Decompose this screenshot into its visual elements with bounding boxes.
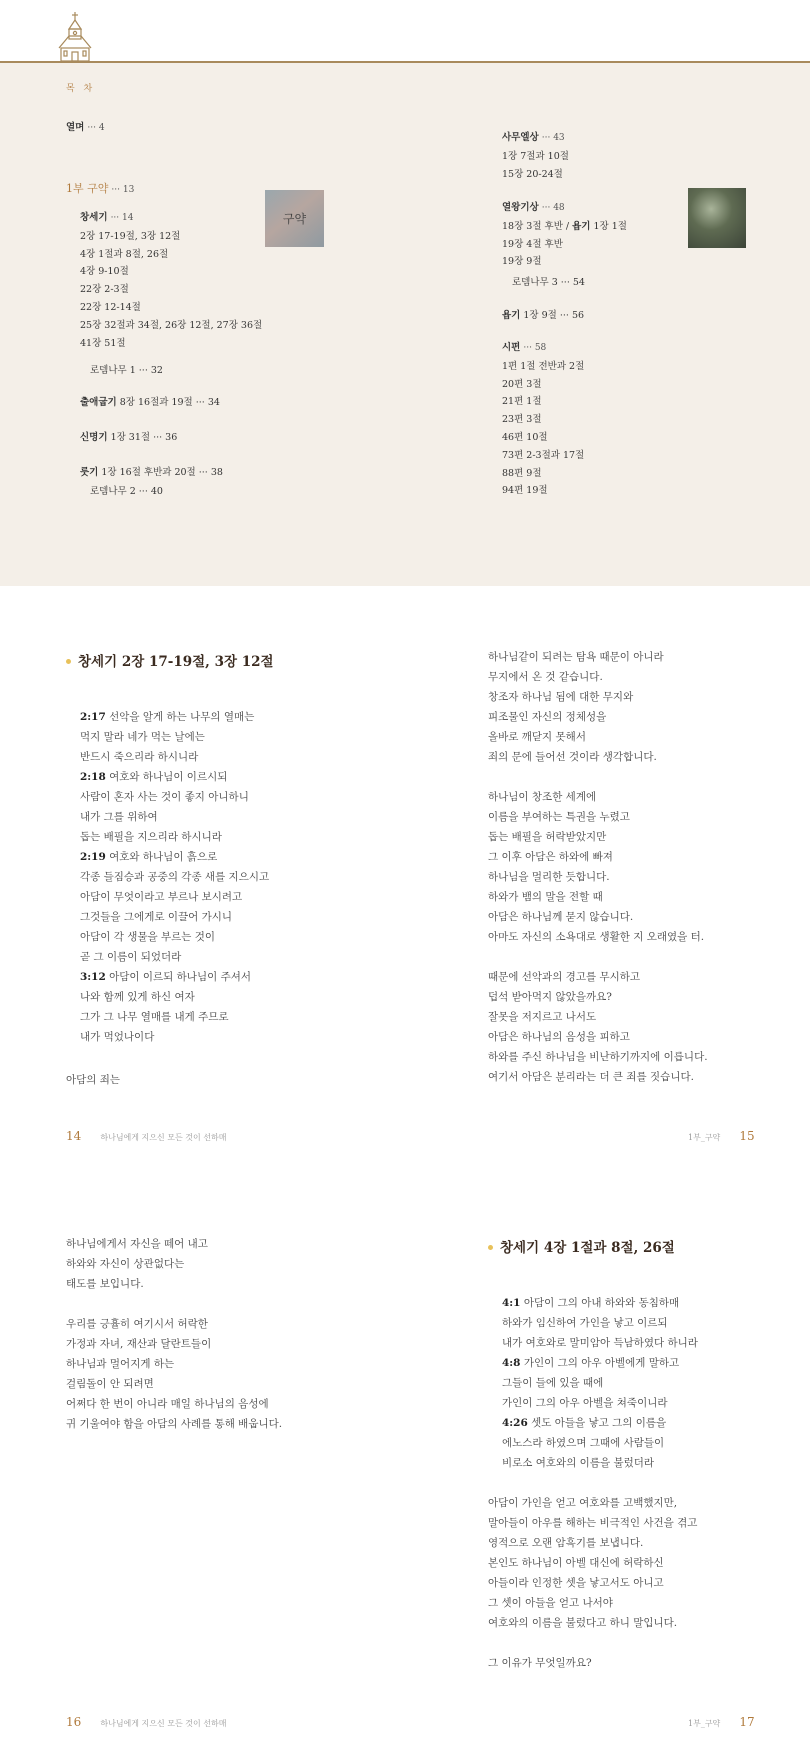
verse-line: 2:19 여호와 하나님이 흙으로 [80, 851, 218, 863]
toc-line: 46편 10절 [502, 431, 548, 443]
page14-closing: 아담의 죄는 [66, 1074, 121, 1086]
page15-body: 하나님같이 되려는 탐욕 때문이 아니라 무지에서 온 것 같습니다. 창조자 하나님 됨에 대한 무지와 피조물인 자신의 정체성을 올바로 깨닫지 못해서 죄의 문에 들어선 것이라 생각합니다. 하나님이 창조한 세계에 이름을 부여하는 특권을 누렸고 돕는 배필을 허락받았지만 그 이후 아담은 하와에 빠져 하나님을 멀리한 듯합니다. 하와가 뱀의 말을 전할 때 아담은 하나님께 묻지 않습니다. 아마도 자신의 소욕대로 생활한 지 오래였을 터. 때문에 선악과의 경고를 무시하고 덥석 받아먹지 않았을까요? 잘못을 저지르고 나서도 아담은 하나님의 음성을 피하고 하와를 주신 하나님을 비난하기까지에 이릅니다. 여기서 아담은 분리라는 더 큰 죄를 짓습니다. [488, 651, 708, 1083]
toc-line: 73편 2-3절과 17절 [502, 449, 585, 461]
verse-line: 에노스라 하였으며 그때에 사람들이 [502, 1437, 665, 1449]
toc-line: 4장 9-10절 [80, 266, 129, 278]
page16-body: 하나님에게서 자신을 떼어 내고 하와와 자신이 상관없다는 태도를 보입니다. 우리를 긍휼히 여기시서 허락한 가정과 자녀, 재산과 달란트들이 하나님과 멀어지게 하는 걸림돌이 안 되려면 어쩌다 한 번이 아니라 매일 하나님의 음성에 귀 기울여야 함을 아담의 사례를 통해 배웁니다. [66, 1238, 283, 1430]
toc-intro[interactable]: 열며 ··· 4 [66, 122, 105, 133]
church-icon [58, 12, 92, 62]
toc-line: 94편 19절 [502, 485, 548, 497]
toc-line: 1장 7절과 10절 [502, 150, 569, 162]
verse-line: 내가 먹었나이다 [80, 1031, 155, 1043]
verse-line: 나와 함께 있게 하신 여자 [80, 991, 195, 1003]
verse-line: 비로소 여호와의 이름을 불렀더라 [502, 1457, 655, 1469]
tree-photo-thumbnail [688, 188, 746, 248]
toc-entry-genesis[interactable]: 창세기 ··· 14 2장 17-19절, 3장 12절 4장 1절과 8절, 26절 4장 9-10절 22장 2-3절 22장 12-14절 25장 32절과 34절, 26장 12절, 27장 36절 41장 51절 [80, 209, 262, 352]
toc-extra-rotem3[interactable]: 로뎀나무 3 ··· 54 [512, 277, 585, 288]
verse-line: 3:12 아담이 이르되 하나님이 주셔서 [80, 971, 252, 983]
page17-folio: 1부_구약 17 [688, 1715, 755, 1729]
toc-entry-psalms[interactable]: 시편 ··· 58 1편 1절 전반과 2절 20편 3절 21편 1절 23편 3절 46편 10절 73편 2-3절과 17절 88편 9절 94편 19절 [502, 339, 584, 500]
verse-line: 2:18 여호와 하나님이 이르시되 [80, 771, 228, 783]
page14-heading: 창세기 2장 17-19절, 3장 12절 [66, 650, 274, 670]
toc-line: 15장 20-24절 [502, 168, 563, 180]
verse-line: 가인이 그의 아우 아벨을 쳐죽이니라 [502, 1397, 668, 1409]
toc-line: 2장 17-19절, 3장 12절 [80, 230, 181, 242]
toc-label: 목 차 [66, 84, 96, 94]
toc-line: 25장 32절과 34절, 26장 12절, 27장 36절 [80, 319, 263, 331]
toc-line: 19장 9절 [502, 256, 542, 268]
page15-folio: 1부_구약 15 [688, 1129, 755, 1143]
toc-entry-exodus[interactable]: 출애굽기 8장 16절과 19절 ··· 34 [80, 397, 220, 408]
verse-line: 먹지 말라 네가 먹는 날에는 [80, 731, 205, 743]
verse-line: 하와가 임신하여 가인을 낳고 이르되 [502, 1317, 668, 1329]
verse-line: 4:26 셋도 아들을 낳고 그의 이름을 [502, 1417, 667, 1429]
toc-line: 4장 1절과 8절, 26절 [80, 248, 169, 260]
verse-line: 각종 들짐승과 공중의 각종 새를 지으시고 [80, 871, 270, 883]
toc-line: 41장 51절 [80, 337, 126, 349]
toc-entry-ruth[interactable]: 룻기 1장 16절 후반과 20절 ··· 38 [80, 467, 223, 478]
page17-body: 아담이 가인을 얻고 여호와를 고백했지만, 말아들이 아우를 해하는 비극적인 사건을 겪고 영적으로 오랜 암흑기를 보냅니다. 본인도 하나님이 아벨 대신에 허락하신 아들이라 인정한 셋을 낳고서도 아니고 그 셋이 아들을 얻고 나서야 여호와의 이름을 불렀다고 하니 말입니다. 그 이유가 무엇일까요? [488, 1497, 698, 1669]
toc-entry-1samuel[interactable]: 사무엘상 ··· 43 1장 7절과 10절 15장 20-24절 [502, 129, 569, 183]
old-testament-thumbnail [265, 190, 324, 247]
verse-line: 그가 그 나무 열매를 내게 주므로 [80, 1011, 229, 1023]
toc-line: 19장 4절 후반 [502, 238, 563, 250]
verse-line: 2:17 선악을 알게 하는 나무의 열매는 [80, 711, 255, 723]
verse-line: 돕는 배필을 지으리라 하시니라 [80, 831, 222, 843]
toc-entry-deuteronomy[interactable]: 신명기 1장 31절 ··· 36 [80, 432, 178, 443]
bullet-dot-icon [66, 659, 71, 664]
toc-entry-1kings[interactable]: 열왕기상 ··· 48 18장 3절 후반 / 욥기 1장 1절 19장 4절 후반 19장 9절 [502, 199, 627, 271]
verse-line: 그것들을 그에게로 이끌어 가시니 [80, 911, 233, 923]
toc-line: 20편 3절 [502, 378, 542, 390]
verse-line: 반드시 죽으리라 하시니라 [80, 751, 199, 763]
toc-line: 22장 12-14절 [80, 301, 141, 313]
page14-verses [80, 707, 269, 1047]
toc-line: 88편 9절 [502, 467, 542, 479]
verse-line: 4:8 가인이 그의 아우 아벨에게 말하고 [502, 1357, 680, 1369]
verse-line: 내가 여호와로 말미암아 득남하였다 하니라 [502, 1337, 698, 1349]
page16-folio: 16 하나님에게 지으신 모든 것이 선하매 [66, 1715, 227, 1729]
toc-entry-job[interactable]: 욥기 1장 9절 ··· 56 [502, 310, 585, 321]
verse-line: 곧 그 이름이 되었더라 [80, 951, 182, 963]
toc-line: 21편 1절 [502, 396, 542, 408]
toc-extra-rotem1[interactable]: 로뎀나무 1 ··· 32 [90, 365, 163, 376]
thumbnail-label: 구약 [282, 212, 307, 226]
page17-heading: 창세기 4장 1절과 8절, 26절 [488, 1236, 675, 1256]
page17-verses [502, 1293, 698, 1473]
verse-line: 내가 그를 위하여 [80, 811, 158, 823]
verse-line: 아담이 무엇이라고 부르나 보시려고 [80, 891, 243, 903]
verse-line: 아담이 각 생물을 부르는 것이 [80, 931, 216, 943]
verse-line: 4:1 아담이 그의 아내 하와와 동침하매 [502, 1297, 680, 1309]
toc-line: 1편 1절 전반과 2절 [502, 360, 585, 372]
bullet-dot-icon [488, 1245, 493, 1250]
toc-line: 22장 2-3절 [80, 284, 129, 296]
table-of-contents [0, 63, 810, 586]
verse-line: 그들이 들에 있을 때에 [502, 1377, 604, 1389]
toc-part1[interactable]: 1부 구약 ··· 13 [66, 182, 135, 195]
page14-folio: 14 하나님에게 지으신 모든 것이 선하매 [66, 1129, 227, 1143]
toc-line: 23편 3절 [502, 414, 542, 426]
toc-extra-rotem2[interactable]: 로뎀나무 2 ··· 40 [90, 486, 163, 497]
verse-line: 사람이 혼자 사는 것이 좋지 아니하니 [80, 791, 249, 803]
